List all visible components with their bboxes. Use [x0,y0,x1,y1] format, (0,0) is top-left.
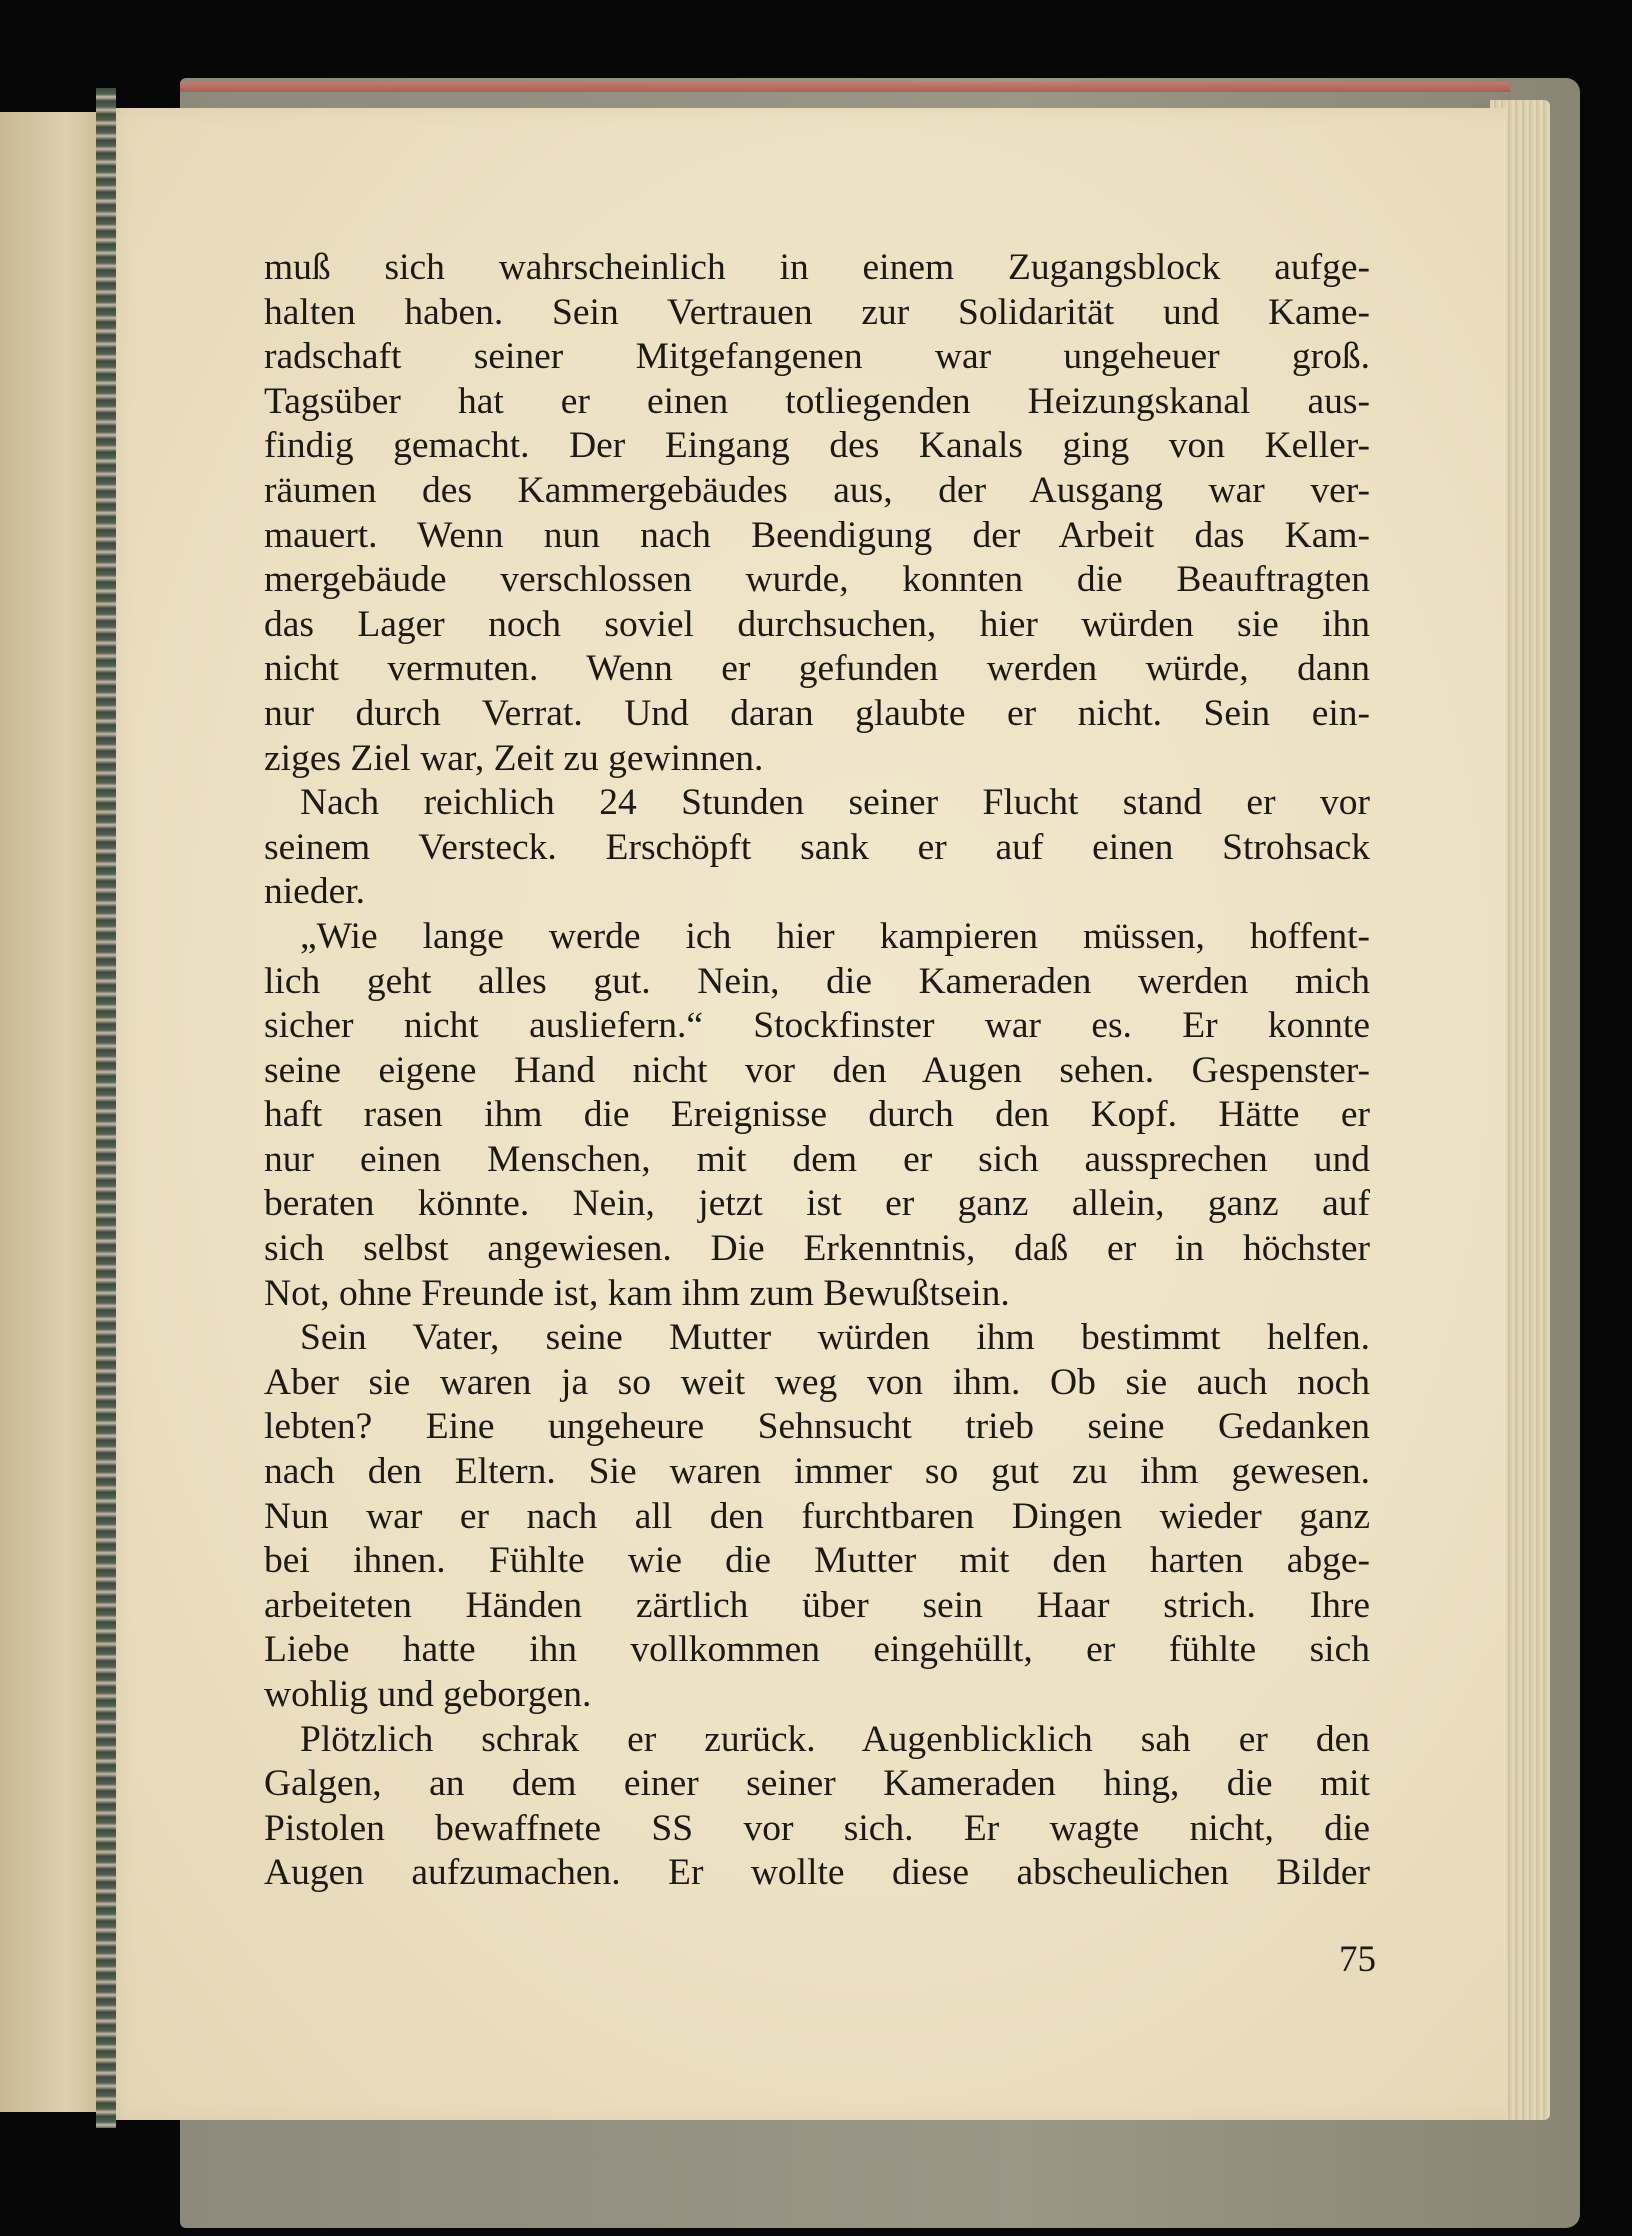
text-line: findig gemacht. Der Eingang des Kanals ging von Keller- [264,425,1370,467]
text-line: Tagsüber hat er einen totliegenden Heizungskanal aus- [264,380,1370,422]
text-line: Galgen, an dem einer seiner Kameraden hing, die mit [264,1763,1370,1805]
text-line: radschaft seiner Mitgefangenen war ungeheuer groß. [264,336,1370,378]
text-line: lich geht alles gut. Nein, die Kameraden werden mich [264,960,1370,1002]
text-line: Plötzlich schrak er zurück. Augenblicklich sah er den [300,1718,1370,1760]
text-line: „Wie lange werde ich hier kampieren müssen, hoffent- [300,915,1370,957]
text-line: arbeiteten Händen zärtlich über sein Haar strich. Ihre [264,1584,1370,1626]
text-line: muß sich wahrscheinlich in einem Zugangsblock aufge- [264,247,1370,288]
text-line: Pistolen bewaffnete SS vor sich. Er wagte nicht, die [264,1807,1370,1849]
paragraph [264,915,1370,1316]
body-text [264,246,1370,1896]
text-line: nur durch Verrat. Und daran glaubte er nicht. Sein ein- [264,692,1370,734]
text-line: das Lager noch soviel durchsuchen, hier würden sie ihn [264,603,1370,645]
text-line: nicht vermuten. Wenn er gefunden werden würde, dann [264,648,1370,690]
text-line: Nun war er nach all den furchtbaren Dingen wieder ganz [264,1495,1370,1537]
text-line: Augen aufzumachen. Er wollte diese abscheulichen Bilder [264,1852,1370,1894]
text-line: wohlig und geborgen. [264,1674,592,1715]
text-line: nur einen Menschen, mit dem er sich aussprechen und [264,1138,1370,1180]
book-binding [96,88,116,2128]
page-number: 75 [1339,1939,1376,1980]
text-line: Aber sie waren ja so weit weg von ihm. Ob sie auch noch [264,1361,1370,1403]
text-line: sich selbst angewiesen. Die Erkenntnis, daß er in höchster [264,1228,1370,1270]
paragraph [264,1718,1370,1896]
text-line: Not, ohne Freunde ist, kam ihm zum Bewußtsein. [264,1272,1010,1314]
text-line: Nach reichlich 24 Stunden seiner Flucht stand er vor [300,782,1370,824]
text-line: haft rasen ihm die Ereignisse durch den Kopf. Hätte er [264,1094,1370,1136]
text-line: seine eigene Hand nicht vor den Augen sehen. Gespenster- [264,1049,1370,1091]
text-line: mergebäude verschlossen wurde, konnten die Beauftragten [264,559,1370,601]
text-line: nach den Eltern. Sie waren immer so gut zu ihm gewesen. [264,1451,1370,1493]
text-line: räumen des Kammergebäudes aus, der Ausgang war ver- [264,469,1370,511]
paragraph [264,1316,1370,1717]
text-line: Liebe hatte ihn vollkommen eingehüllt, er fühlte sich [264,1629,1370,1671]
cover-edge [180,82,1510,92]
paragraph [264,246,1370,781]
text-line: Sein Vater, seine Mutter würden ihm bestimmt helfen. [300,1317,1370,1359]
text-line: bei ihnen. Fühlte wie die Mutter mit den harten abge- [264,1540,1370,1582]
text-line: sicher nicht ausliefern.“ Stockfinster war es. Er konnte [264,1005,1370,1047]
facing-page [0,112,96,2112]
text-line: halten haben. Sein Vertrauen zur Solidarität und Kame- [264,291,1370,333]
text-line: seinem Versteck. Erschöpft sank er auf einen Strohsack [264,826,1370,868]
text-line: mauert. Wenn nun nach Beendigung der Arbeit das Kam- [264,514,1370,556]
paragraph [264,781,1370,915]
text-line: lebten? Eine ungeheure Sehnsucht trieb seine Gedanken [264,1406,1370,1448]
text-line: nieder. [264,871,366,913]
book-page [96,108,1506,2120]
text-line: beraten könnte. Nein, jetzt ist er ganz allein, ganz auf [264,1183,1370,1225]
text-line: ziges Ziel war, Zeit zu gewinnen. [264,737,764,779]
